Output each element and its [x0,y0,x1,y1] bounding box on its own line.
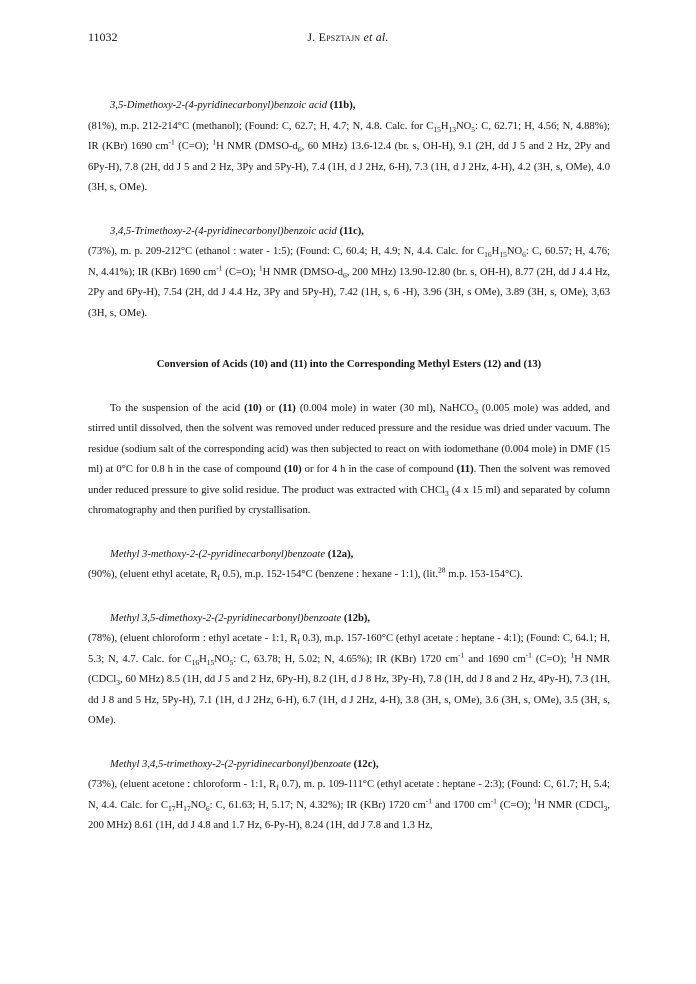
text-run: : C, 63.78; H, 5.02; N, 4.65%); IR (KBr) 1720 cm [233,653,459,665]
text-run: 0.7), m. p. 109-111°C (ethyl acetate : heptane - 2:3); (Found: C, 61.7; H, 5.4; N, 4.4. Calc. for C [88,779,610,811]
subscript: 15 [499,250,507,260]
subscript: f [276,783,279,793]
compound-11c-title [88,222,610,243]
text-run: (0.005 mole) was added, and stirred until dissolved, then the solvent was removed under reduced pressure and the residue was dried under vacuum. The residue (sodium salt of the corresponding acid) was then subjected to react on with iodomethane (0.004 mole) in DMF (15 ml) at 0°C for 0.8 h in the case of compound [88,402,610,475]
compound-12b-data [88,629,610,732]
subscript: 6 [522,250,526,260]
text-run: H NMR (DMSO-d [262,266,343,278]
body-text [88,96,610,837]
subscript: f [217,573,220,583]
text-run: (90%), (eluent ethyl acetate, R [88,569,218,580]
subscript: 16 [191,657,200,667]
superscript: 1 [533,795,538,805]
text-run: or for 4 h in the case of compound [301,464,457,475]
compound-12b-title [88,609,610,630]
text-run: , 200 MHz) 13.90-12.80 (br. s, OH-H), 8.77 (2H, dd J 4.4 Hz, 2Py and 6Py-H), 7.54 (2H, dd J 4.4 Hz, 3Py and 5Py-H), 7.42 (1H, s, 6 -H), 3.96 (3H, s OMe), 3.89 (3H, s, OMe), 3,63 (3H, s, OMe). [88,266,610,319]
text-run: H NMR (CDCl [537,799,604,811]
text-run: H [491,246,500,257]
subscript: 6 [342,270,347,280]
text-run: (4 x 15 ml) and separated by column chromatography and then purified by crystallisation. [88,484,610,516]
compound-ref: (10) [283,464,302,475]
compound-ref: (11) [456,464,474,475]
text-run: (73%), (eluent acetone : chloroform - 1:1, R [88,779,277,790]
compound-label: (12a), [327,548,354,560]
text-run: , 60 MHz) 8.5 (1H, dd J 5 and 2 Hz, 6Py-H), 8.2 (1H, d J 8 Hz, 3Py-H), 7.8 (1H, dd J 8 and 2 Hz, 4Py-H), 7.3 (1H, dd J 8 and 5 Hz, 5Py-H), 7.1 (1H, d J 2Hz, 6-H), 6.7 (1H, d J 2Hz, 4-H), 3.8 (3H, s, OMe), 3.6 (3H, s, OMe), 3.5 (3H, s, OMe). [88,674,610,726]
compound-12c-title [88,755,610,776]
subscript: 16 [484,250,492,260]
text-run: : C, 61.63; H, 5.17; N, 4.32%); IR (KBr) 1720 cm [209,799,426,811]
compound-11c-data [88,242,610,324]
text-run: H [440,120,449,132]
compound-name: Methyl 3,5-dimethoxy-2-(2-pyridinecarbonyl)benzoate [110,612,342,624]
text-run: (78%), (eluent chloroform : ethyl acetate - 1:1, R [88,633,298,644]
compound-name: 3,4,5-Trimethoxy-2-(4-pyridinecarbonyl)benzoic acid [110,225,337,237]
text-run: To the suspension of the acid [110,402,245,414]
text-run: NO [190,799,206,811]
text-run: 0.5), m.p. 152-154°C (benzene : hexane - 1:1), (lit. [219,569,439,580]
superscript: -1 [168,137,175,147]
subscript: 17 [167,803,176,813]
subscript: 6 [297,145,302,155]
text-run: H [175,799,184,811]
subscript: 3 [116,678,121,688]
text-run: 0.3), m.p. 157-160°C (ethyl acetate : heptane - 4:1); (Found: C, 64.1; H, 5.3; N, 4.7. Calc. for C [88,633,610,665]
text-run: (C=O); [174,141,213,152]
superscript: 1 [570,649,575,659]
compound-name: 3,5-Dimethoxy-2-(4-pyridinecarbonyl)benzoic acid [110,100,328,111]
subscript: 17 [183,803,191,813]
subscript: 13 [448,124,456,134]
compound-12c-data [88,775,610,837]
subscript: 3 [445,488,449,498]
superscript: 28 [438,565,446,575]
subscript: 15 [206,657,215,667]
superscript: -1 [425,795,432,805]
compound-ref: (11) [278,402,296,414]
superscript: 1 [212,137,217,147]
running-head-author: J. Epsztajn [307,30,361,44]
text-run: NO [455,120,472,132]
section-heading: Conversion of Acids (10) and (11) into the Corresponding Methyl Esters (12) and (13) [156,359,542,370]
running-head-etal: et al. [363,30,389,44]
superscript: 1 [258,262,263,272]
text-run: . Then the solvent was removed under reduced pressure to give solid residue. The product was extracted with CHCl [88,464,610,496]
compound-label: (12c), [353,758,379,770]
procedure-paragraph [88,399,610,522]
text-run: , 60 MHz) 13.6-12.4 (br. s, OH-H), 9.1 (2H, dd J 5 and 2 Hz, 2Py and 6Py-H), 7.8 (2H, dd J 5 and 2 Hz, 3Py and 5Py-H), 7.4 (1H, d J 2Hz, 6-H), 7.3 (1H, d J 2Hz, 4-H), 4.2 (3H, s, OMe), 4.0 (3H, s, OMe). [88,141,610,193]
compound-name: Methyl 3,4,5-trimethoxy-2-(2-pyridinecarbonyl)benzoate [110,758,351,770]
compound-12a-data [88,565,610,586]
subscript: f [297,637,300,647]
compound-label: (12b), [343,612,371,624]
text-run: (0.004 mole) in water (30 ml), NaHCO [295,402,475,414]
superscript: -1 [525,649,532,659]
compound-12a-title [88,545,610,566]
compound-ref: (10) [244,402,262,414]
compound-11b-data [88,117,610,199]
subscript: 6 [205,803,210,813]
page-number: 11032 [88,30,118,44]
superscript: -1 [490,795,497,805]
text-run: H NMR (DMSO-d [216,141,298,152]
text-run: , 200 MHz) 8.61 (1H, dd J 4.8 and 1.7 Hz, 6-Py-H), 8.24 (1H, dd J 7.8 and 1.3 Hz, [88,799,610,831]
text-run: : C, 62.71; H, 4.56; N, 4.88%); IR (KBr) 1690 cm [88,120,610,152]
text-run: NO [214,653,230,665]
text-run: (C=O); [222,266,259,278]
text-run: H NMR (CDCl [88,653,610,685]
compound-11b-title [88,96,610,117]
subscript: 3 [474,406,478,416]
subscript: 15 [433,124,441,134]
text-run: (81%), m.p. 212-214°C (methanol); (Found: C, 62.7; H, 4.7; N, 4.8. Calc. for C [88,120,434,132]
subscript: 5 [471,124,476,134]
running-head [0,30,696,45]
text-run: (73%), m. p. 209-212°C (ethanol : water - 1:5); (Found: C, 60.4; H, 4.9; N, 4.4. Calc. for C [88,246,485,257]
text-run: and 1690 cm [464,653,526,665]
text-run: : C, 60.57; H, 4.76; N, 4.41%); IR (KBr) 1690 cm [88,246,610,278]
text-run: H [199,653,207,665]
subscript: 5 [229,657,234,667]
text-run: and 1700 cm [431,799,491,811]
subscript: 3 [603,803,608,813]
superscript: -1 [458,649,465,659]
text-run: (C=O); [496,799,534,811]
text-run: or [261,402,279,414]
text-run: NO [506,246,523,257]
compound-label: (11c), [339,225,364,237]
superscript: -1 [216,262,223,272]
compound-name: Methyl 3-methoxy-2-(2-pyridinecarbonyl)benzoate [110,548,326,560]
compound-label: (11b), [329,100,356,111]
text-run: m.p. 153-154°C). [445,569,523,580]
text-run: (C=O); [531,653,571,665]
